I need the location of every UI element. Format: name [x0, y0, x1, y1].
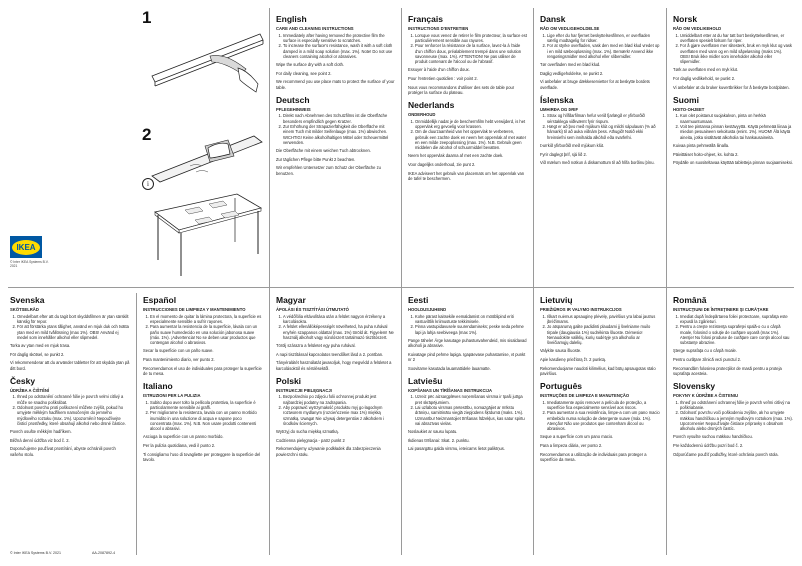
ikea-logo: [10, 236, 42, 258]
list-item: 1. Omedelbart efter att du tagit bort skyddsfilmen är ytan särskilt känslig för repor.: [17, 314, 130, 324]
column-divider: [269, 8, 270, 555]
paragraph: Recomendamos el uso de individuales para proteger la superficie de tu mesa.: [143, 365, 262, 376]
instruction-list: [276, 314, 396, 341]
step-number-2: 2: [142, 125, 152, 144]
section-eesti: [408, 295, 528, 371]
section-heading: Lietuvių: [540, 295, 573, 305]
section-subheading: RÅD OM VEDLIGEHOLDELSE: [540, 26, 600, 31]
paragraph: Ikdienas tīrīšanai: Skat. 2. punktu.: [408, 437, 470, 443]
paragraph: Pre každodennú údržbu pozri bod č. 2.: [673, 442, 744, 448]
paragraph: Törölj szárazra a felületet egy puha ruhával.: [276, 343, 356, 349]
instruction-list: [673, 113, 793, 140]
instruction-list: [673, 400, 793, 432]
list-item: 1. Ihneď po odstránení ochrannej fólie je povrch veľmi citlivý na poškriabanie.: [680, 400, 793, 410]
list-item: 1. Ihned po odstranění ochranné fólie je povrch velmi citlivý a může se snadno poškrábat.: [17, 394, 130, 404]
section-heading: Română: [673, 295, 707, 305]
section-heading: Italiano: [143, 381, 173, 392]
list-item: 1. Lige efter du har fjernet beskyttelsesfilmen, er overfladen særlig modtagelig for ridser.: [547, 33, 660, 43]
paragraph: Torka av ytan med en mjuk trasa.: [10, 343, 71, 349]
paragraph: IKEA adviseert het gebruik van placemats om het oppervlak van de tafel te beschermen.: [408, 170, 525, 181]
paragraph: Asciuga la superficie con un panno morbido.: [143, 434, 224, 440]
list-item: 2. Odolnost povrchu proti poškození můžete zvýšit, pokud ho umyjete měkkým hadříkem namočeným do jemného mýdlového roztoku (max. 1%). Upozornění! Nepoužívejte čisticí prostředky, které obsahují alkohol nebo drsné částice.: [17, 405, 130, 426]
column-magyar-polski: [276, 295, 396, 462]
instruction-list: [408, 314, 528, 335]
section-subheading: INSTRUÇÕES DE LIMPEZA E MANUTENÇÃO: [540, 393, 630, 399]
section-magyar: [276, 295, 396, 371]
section-heading: Svenska: [10, 295, 45, 305]
list-item: 1. Kohe pärast kaitsekile eemaldamist on mööblipind eriti vastuvõtlik kriimustuste tekkimisele.: [415, 314, 528, 324]
paragraph: Pour l'entretien quotidien : voir point 2.: [408, 75, 478, 81]
paragraph: Lai pasargātu galda virsmu, ieteicams lietot paliktņus.: [408, 446, 505, 452]
section-subheading: UMHIRÐA OG ÞRIF: [540, 106, 578, 112]
list-item: 2. Para aumentar la resistencia de la superficie, lávala con un paño suave humedecido en una solución jabonosa suave (máx. 1%). ¡Advertencia! No se deben usar productos que contengan alcohol o abrasivos.: [150, 324, 263, 345]
list-item: 1. Lorsque vous venez de retirer le film protecteur, la surface est particulièrement sensible aux rayures.: [415, 33, 528, 43]
list-item: 1. Imediatamente após remover a película de proteção, a superfície fica especialmente sensível aos riscos.: [547, 400, 660, 410]
list-item: 2. Zur Erhöhung der Strapazierfähigkeit die Oberfläche mit einem Tuch mit milder Seifenlauge (max. 1%) abwischen. WICHTIG! Keine alkoholhaltigen Mittel oder Scheuermittel verwenden.: [283, 124, 396, 145]
paragraph: Nous vous recommandons d'utiliser des sets de table pour protéger la surface du plateau.: [408, 84, 515, 95]
section-portugues: [540, 381, 660, 462]
instruction-list: [408, 394, 528, 426]
paragraph: Povrch vysušte suchou mäkkou handričkou.: [673, 434, 753, 440]
section-deutsch: [276, 95, 396, 176]
list-item: 1. Kun olet poistanut suojakalvon, pinta on herkkä naarmuuntumaan.: [680, 113, 793, 123]
section-subheading: SKÖTSELRÅD: [10, 307, 39, 312]
list-item: 2. A felület ellenállóképességét növelheted, ha puha ruhával enyhén szappanos oldattal (max. 1%) töröld át. Figyelem! Ne használj alkoholt vagy súrolószert tartalmazó tisztítószert.: [283, 324, 396, 340]
section-heading: English: [276, 14, 307, 24]
section-subheading: ONDERHOUD: [408, 112, 436, 118]
section-subheading: KOPŠANAS UN TĪRĪŠANAS INSTRUKCIJA: [408, 387, 492, 393]
section-heading: Nederlands: [408, 100, 455, 111]
section-slovensky: [673, 381, 793, 457]
column-lietuviu-portugues: [540, 295, 660, 467]
instruction-list: [143, 314, 263, 346]
section-subheading: HOOLDUSJUHEND: [408, 307, 447, 312]
column-svenska-cesky: [10, 295, 130, 462]
column-eesti-latviesu: [408, 295, 528, 457]
section-heading: Magyar: [276, 295, 306, 305]
section-nederlands: [408, 100, 528, 181]
paragraph: Valykite sausa šluoste.: [540, 348, 582, 354]
section-subheading: INSTRUCŢIUNI DE ÎNTREŢINERE ŞI CURĂŢARE: [673, 307, 769, 312]
section-subheading: ÁPOLÁSI ÉS TISZTÍTÁSI ÚTMUTATÓ: [276, 307, 349, 312]
section-romana: [673, 295, 793, 376]
list-item: 2. Lai uzlabotu virsmas pretestību, nomazgājiet ar mīkstu drāniņu, samitrinātu vieglā ziepjūdens šķīdumā (maks. 1%). Uzmanību! Neizmantojiet tīrīšanas līdzekļus, kas satur spirtu vai abrazīvas vielas.: [415, 405, 528, 426]
list-item: 2. Jo atsparumą galite padidinti plaudami jį švelniame muilo tirpale (daugiausia 1%) sudrėkinta šluoste. Dėmesio! Nenaudokite valiklių, kurių sudėtyje yra alkoholio ar šveičiamųjų dalelių.: [547, 324, 660, 345]
paragraph: Apie kasdienę priežiūrą žr. 2 punktą.: [540, 356, 606, 362]
paragraph: Rekomendujemy używanie podkładek dla zabezpieczenia powierzchni stołu.: [276, 446, 381, 457]
instruction-list: [540, 400, 660, 432]
paragraph: Tør overfladen med en blød klud.: [540, 62, 601, 68]
list-item: 2. För att förstärka ytans tålighet, använd en mjuk duk och tvätta ytan med en mild tvållösning (max 1%). OBS! Använd ej medel som innehåller alkohol eller slipmedel.: [17, 324, 130, 340]
section-heading: Česky: [10, 375, 36, 386]
instruction-list: [276, 394, 396, 426]
list-item: 1. A védőfólia eltávolítása után a felület nagyon érzékeny a karcolásokra.: [283, 314, 396, 324]
section-heading: Íslenska: [540, 94, 574, 105]
paragraph: Kuivatage pind pehme lapiga. Igapäevase puhastamise, vt punkt nr 2: [408, 351, 526, 362]
section-heading: Polski: [276, 375, 302, 386]
column-english-deutsch: [276, 14, 396, 181]
list-item: 2. Hægt er að þvo með mjúkum klút og mildri sápulausn (% að hámarki) til að auka viðnám þess. Athugið! Notið ekki hreinsiefni sem innihalda alkóhól eða svarfefni.: [547, 124, 660, 140]
section-subheading: HOITO-OHJEET: [673, 106, 705, 112]
section-subheading: ISTRUZIONI PER LA PULIZIA: [143, 393, 201, 399]
footer-copyright: © Inter IKEA Systems B.V. 2021: [10, 551, 62, 555]
list-item: 1. Iškart nuėmus apsauginę plėvelę, paviršius yra labai jautrus įbrėžimams.: [547, 314, 660, 324]
section-lietuviu: [540, 295, 660, 376]
paragraph: Vi anbefaler at bruge dækkeservietter for at beskytte bordets overflade.: [540, 79, 650, 90]
list-item: 2. Pinna vastupidavusele suurendamiseks; peske seda pehme lapi ja lahja seebiveega (max 1%).: [415, 324, 528, 334]
section-heading: Latviešu: [408, 375, 443, 386]
paragraph: Daglig vedligeholdelse, se punkt 2.: [540, 70, 604, 76]
paragraph: Þurrkið yfirborðið með mjúkum klút.: [540, 142, 605, 148]
section-cesky: [10, 376, 130, 457]
illustration-wipe-cloth: [150, 128, 265, 186]
list-item: 1. Umiddelbart etter at du har tatt bort beskyttelsesfilmen, er overflaten spesielt følsom for riper.: [680, 33, 793, 43]
info-icon: i: [142, 178, 154, 190]
paragraph: Per la pulizia quotidiana, vedi il punto 2.: [143, 442, 216, 448]
list-item: 2. Odolnosť povrchu voči poškodeniu zvýšite, ak ho umyjete mäkkou handričkou a jemným mydlovým roztokom (max. 1%). Upozornenie! Nepoužívajte čistiace prípravky s obsahom alkoholu alebo drsných častíc.: [680, 410, 793, 431]
instruction-list: [673, 33, 793, 65]
section-heading: Slovensky: [673, 381, 716, 392]
paragraph: Wir empfehlen Untersetzer zum Schutz der Oberfläche zu benutzen.: [276, 165, 381, 176]
instruction-list: [276, 33, 396, 60]
section-subheading: CARE AND CLEANING INSTRUCTIONS: [276, 26, 354, 31]
paragraph: Doporučujeme používat prostírání, abyste ochránili povrch vašeho stolu.: [10, 446, 116, 457]
paragraph: Ti consigliamo l'uso di tovagliette per proteggere la superficie del tavolo.: [143, 451, 261, 462]
step-number-1: 1: [142, 8, 152, 27]
list-item: 2. For å gjøre overflaten mer slitesterk, bruk en myk klut og vask overflaten med vann og en mild såpeløsning (maks 1%). OBS! Bruk ikke midler som inneholder alkohol eller slipemidler.: [680, 43, 793, 64]
section-heading: Français: [408, 14, 443, 24]
paragraph: Zur täglichen Pflege bitte Punkt 2 beachten.: [276, 156, 356, 162]
section-subheading: INSTRUCTIONS D'ENTRETIEN: [408, 26, 469, 31]
section-norsk: [673, 14, 793, 90]
list-item: 2. Per migliorarne la resistenza, lavala con un panno morbido inumidito in una soluzione di acqua e sapone poco concentrata (max. 1%). N.B. Non usare prodotti contenenti alcool o abrasivi.: [150, 410, 263, 431]
paragraph: Secar la superficie con un paño suave.: [143, 348, 214, 354]
list-item: 2. Voit tee pintansa pinnan kestävyyttä. Käytä pehmeää liinaa ja miedon pesuaineen sekoitusta (enint. 1%). HUOM! Älä käytä aineita, jotka sisältävät alkoholia tai hankausaineita.: [680, 124, 793, 140]
list-item: 2. Para aumentar a sua resistência, limpe-a com um pano macio embebido numa solução de detergente suave (máx. 1%). Atenção! Não use produtos que contenham álcool ou abrasivos.: [547, 410, 660, 431]
illustration-table-placemats: [145, 190, 265, 280]
section-heading: Deutsch: [276, 94, 310, 105]
instruction-list: [540, 314, 660, 346]
paragraph: For daglig vedlikehold, se punkt 2.: [673, 75, 736, 81]
section-espanol: [143, 295, 263, 376]
list-item: 2. To increase the surface's resistance, wash it with a soft cloth damped in a mild soap solution (max. 1%). Note! Do not use cleaners containing alcohol or abrasives.: [283, 43, 396, 59]
ikea-logo-oval: [12, 240, 40, 255]
column-divider: [401, 8, 402, 555]
instruction-list: [408, 119, 528, 151]
column-norsk-suomi: [673, 14, 793, 170]
paragraph: Povrch osušte měkkým hadříkem.: [10, 429, 72, 435]
list-item: 1. Onmiddellijk nadat je de beschermfilm hebt verwijderd, is het oppervlak erg gevoelig voor krassen.: [415, 119, 528, 129]
paragraph: Kuivaa pinta pehmeällä liinalla.: [673, 142, 730, 148]
paragraph: Şterge suprafaţa cu o cârpă moale.: [673, 348, 737, 354]
section-subheading: POKYNY K ÚDRŽBE A ČISTENIU: [673, 393, 738, 399]
section-heading: Español: [143, 295, 177, 305]
section-suomi: [673, 95, 793, 166]
section-heading: Português: [540, 381, 583, 392]
hand-icon: [238, 68, 258, 92]
list-item: 1. Subito dopo aver tolto la pellicola protettiva, la superficie è particolarmente sensibile ai graffi.: [150, 400, 263, 410]
section-subheading: INSTRUCCIONES DE LIMPIEZA Y MANTENIMIENTO: [143, 307, 246, 312]
paragraph: For daily cleaning, see point 2.: [276, 70, 332, 76]
section-islenska: [540, 95, 660, 166]
section-polski: [276, 376, 396, 457]
paragraph: We recommend you use place mats to protect the surface of your table.: [276, 79, 395, 90]
column-divider: [533, 8, 534, 555]
list-item: 2. Om de duurzaamheid van het oppervlak te verbeteren, gebruik een zachte doek en neem het oppervlak af met water en een milde zeepoplossing (max. 1%). N.B. Gebruik geen middelen die alcohol of schuurmiddel bevatten.: [415, 129, 528, 150]
paragraph: Recomendamos a utilização de individuais para proteger a superfície da mesa.: [540, 451, 647, 462]
section-subheading: ÚDRŽBA A ČIŠTĚNÍ: [10, 387, 50, 393]
section-english: [276, 14, 396, 90]
column-romana-slovensky: [673, 295, 793, 462]
section-svenska: [10, 295, 130, 371]
footer-doc-code: AA-2087892-4: [92, 551, 116, 555]
section-subheading: RÅD OM VEDLIKEHOLD: [673, 26, 722, 31]
paragraph: A napi tisztítással kapcsolatos teendőket lásd a 2. pontban.: [276, 351, 384, 357]
paragraph: Neem het oppervlak daarna af met een zachte doek.: [408, 153, 504, 159]
section-heading: Eesti: [408, 295, 429, 305]
instruction-list: [540, 33, 660, 60]
paragraph: Codzienna pielęgnacja - patrz punkt 2: [276, 437, 345, 443]
section-latviesu: [408, 376, 528, 452]
paragraph: Wipe the surface dry with a soft cloth.: [276, 62, 345, 68]
list-item: 2. For at styrke overfladen, vask den med en blød klud vredet op i en mild sæbeopløsning (max. 1%). Bemærk! Anvend ikke rengøringsmidler med alkohol eller slibemidler.: [547, 43, 660, 59]
instruction-list: [540, 113, 660, 140]
paragraph: Seque a superfície com um pano macio.: [540, 434, 614, 440]
paragraph: Pange tähele! Ärge kasutage puhastusvahendeid, mis sisaldavad alkoholi ja abrasive.: [408, 337, 527, 349]
paragraph: Við mælum með notkun á diskamottum til að hlífa borðinu þínu.: [540, 160, 655, 166]
list-item: 1. Immediately after having removed the protective film the surface is especially sensitive to scratches.: [283, 33, 396, 43]
list-item: 1. Uzreiz pēc aizsargplēves noņemšanas virsma ir īpaši jutīga pret skrāpējumiem.: [415, 394, 528, 404]
list-item: 1. Strax og hlífðarfilman hefur verið fjarlægð er yfirborðið sérstaklega viðkvæmt fyrir rispum.: [547, 113, 660, 123]
column-divider: [666, 8, 667, 555]
paragraph: Päivittäiset hoito-ohjeet, ks. kohta 2.: [673, 151, 739, 157]
instruction-list: [673, 314, 793, 346]
paragraph: Odporúčame použiť podložky, ktoré ochránia povrch stola.: [673, 451, 779, 457]
instruction-list: [143, 400, 263, 432]
section-subheading: INSTRUKCJE PIELĘGNACJI: [276, 387, 332, 393]
paragraph: Tørk av overflaten med en myk klut.: [673, 67, 739, 73]
paragraph: Soovitame kasutada lauamattidele lauamatte.: [408, 365, 491, 371]
paragraph: Fyrir daglegt þrif, sjá lið 2.: [540, 151, 587, 157]
section-italiano: [143, 381, 263, 462]
paragraph: Pentru curăţare zilnică vezi punctul 2.: [673, 356, 742, 362]
section-heading: Norsk: [673, 14, 698, 24]
instruction-list: [10, 394, 130, 426]
paragraph: Die Oberfläche mit einem weichen Tuch abtrocknen.: [276, 148, 371, 154]
list-item: 2. Pentru a creşte rezistenţa suprafeţei spală-o cu o cârpă moale, folosind o soluţie de curăţare uşoară (max 1%). Atenţie! Nu folosi produse de curăţare care conţin alcool sau substanţe abrazive.: [680, 324, 793, 345]
section-heading: Suomi: [673, 94, 699, 105]
list-item: 1. Imediat după îndepărtarea foliei protectoare, suprafaţa este expusă la zgârieturi.: [680, 314, 793, 324]
paragraph: Vi anbefaler at du bruker kuvertbrikker for å beskytte bordplaten.: [673, 84, 790, 90]
paragraph: För daglig skötsel, se punkt 2.: [10, 351, 65, 357]
section-subheading: PFLEGEHINWEIS: [276, 106, 311, 112]
table-top-panel: [152, 136, 262, 182]
logo-tagline: © Inter IKEA Systems B.V. 2021: [10, 260, 49, 268]
column-dansk-islenska: [540, 14, 660, 170]
list-item: 2. Pour renforcer la résistance de la surface, lavez-la à l'aide d'un chiffon doux, préalablement trempé dans une solution savonneuse (max. 1%). ATTENTION! Ne pas utiliser de produit contenant de l'alcool ou de l'abrasif.: [415, 43, 528, 64]
instruction-list: [10, 314, 130, 341]
paragraph: Pöydälle on suositeltavaa käyttää tabletteja pinnan suojaamiseksi.: [673, 160, 793, 166]
instruction-list: [408, 33, 528, 65]
paragraph: Vi rekommenderar att du använder tabletter för att skydda ytan på ditt bord.: [10, 360, 130, 371]
paragraph: Rekomenduojame naudoti kilimėlius, kad būtų apsaugotas stalo paviršius.: [540, 365, 656, 376]
column-francais-nederlands: [408, 14, 528, 186]
paragraph: Běžná denní údržba viz bod č. 2.: [10, 437, 70, 443]
paragraph: Essuyer à l'aide d'un chiffon doux.: [408, 67, 470, 73]
list-item: 2. Aby poprawić wytrzymałość produktu myj go łagodnym roztworem mydlanym (rozcieńczenie max 1%) miękką szmatką. Uwaga! Nie używaj detergentów z alkoholem i środków ściernych.: [283, 405, 396, 426]
paragraph: Para mantenimiento diario, ver punto 2.: [143, 356, 215, 362]
section-subheading: PRIEŽIŪROS IR VALYMO INSTRUKCIJOS: [540, 307, 622, 312]
column-espanol-italiano: [143, 295, 263, 467]
illustration-peel-film: [150, 14, 265, 119]
list-item: 1. Direkt nach Abnehmen des Schutzfilms ist die Oberfläche besonders empfindlich gegen Kratzer.: [283, 113, 396, 123]
ikea-logo-text: IKEA: [16, 242, 36, 252]
paragraph: Voor dagelijks onderhoud, zie punt 2.: [408, 161, 476, 167]
list-item: 1. Bezpośrednio po zdjęciu folii ochronnej produkt jest najbardziej podatny na zadrapania.: [283, 394, 396, 404]
section-heading: Dansk: [540, 14, 566, 24]
list-item: 1. En el momento de quitar la lámina protectora, la superficie es especialmente sensible a sufrir rayones.: [150, 314, 263, 324]
section-francais: [408, 14, 528, 95]
section-dansk: [540, 14, 660, 90]
column-divider: [136, 293, 137, 555]
instruction-list: [276, 113, 396, 145]
paragraph: Wytrzyj do sucha miękką szmatką.: [276, 429, 339, 435]
paragraph: Tányéralátét használatát javasoljuk, hogy megvédd a felületet a karcolásoktól és sérülésektől.: [276, 360, 392, 371]
paragraph: Noslaukiet ar sausu lupatu.: [408, 429, 458, 435]
paragraph: Recomandăm folosirea protecţiilor de masă pentru a proteja suprafaţa acesteia.: [673, 365, 782, 376]
paragraph: Para a limpeza diária, ver ponto 2.: [540, 442, 603, 448]
